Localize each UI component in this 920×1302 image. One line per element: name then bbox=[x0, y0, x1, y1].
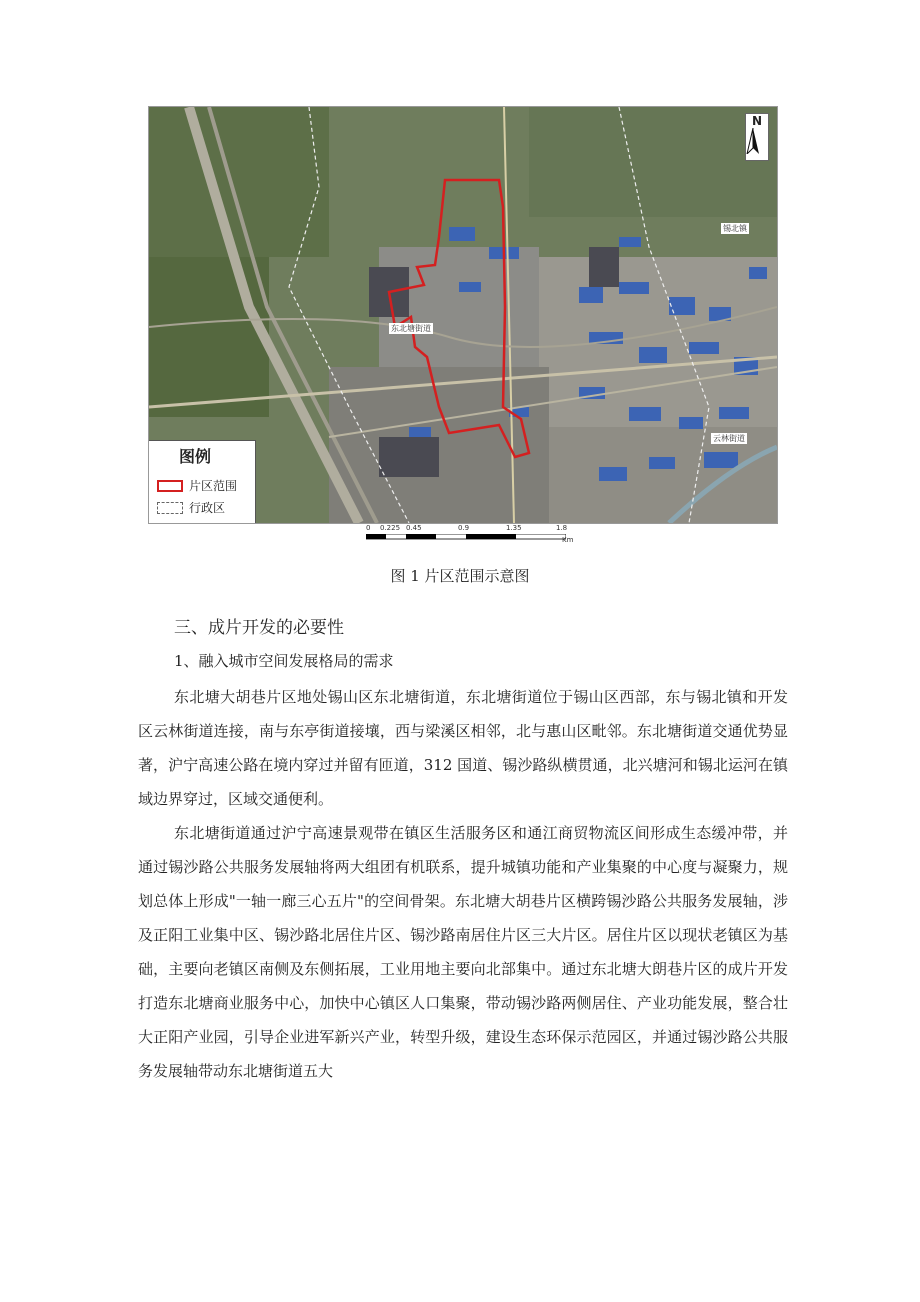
subsection-heading: 1、融入城市空间发展格局的需求 bbox=[174, 652, 394, 670]
north-label: N bbox=[751, 114, 763, 128]
legend-item-project-area bbox=[157, 477, 237, 494]
map-label-yunlin: 云林街道 bbox=[713, 434, 745, 443]
map-label-xibei: 锡北镇 bbox=[723, 224, 747, 233]
scale-tick-label: 0 bbox=[366, 524, 371, 532]
aerial-map-figure bbox=[148, 106, 778, 524]
scale-bar-graphic bbox=[366, 534, 566, 540]
legend-item-admin bbox=[157, 499, 225, 516]
north-arrow-icon bbox=[746, 128, 760, 154]
scale-tick-label: 0.9 bbox=[458, 524, 470, 532]
scale-tick-label: 0.225 bbox=[380, 524, 401, 532]
scale-bar bbox=[366, 524, 576, 546]
legend-item-label: 片区范围 bbox=[189, 479, 238, 493]
north-arrow bbox=[745, 113, 769, 161]
figure-caption: 图 1 片区范围示意图 bbox=[390, 567, 530, 585]
paragraph: 东北塘大胡巷片区地处锡山区东北塘街道，东北塘街道位于锡山区西部，东与锡北镇和开发区云林街道连接，南与东亭街道接壤，西与梁溪区相邻，北与惠山区毗邻。东北塘街道交通优势显著，沪宁高速公路在境内穿过并留有匝道，312 国道、锡沙路纵横贯通，北兴塘河和锡北运河在镇域边界穿过，区域交通便利。 bbox=[138, 688, 788, 808]
section-heading: 三、成片开发的必要性 bbox=[174, 618, 344, 638]
legend-item-label: 行政区 bbox=[189, 501, 226, 515]
legend-title: 图例 bbox=[179, 447, 212, 466]
dashed-outline-swatch-icon bbox=[157, 502, 183, 514]
red-outline-swatch-icon bbox=[157, 480, 183, 492]
paragraph: 东北塘街道通过沪宁高速景观带在镇区生活服务区和通江商贸物流区间形成生态缓冲带，并通过锡沙路公共服务发展轴将两大组团有机联系，提升城镇功能和产业集聚的中心度与凝聚力，规划总体上形成"一轴一廊三心五片"的空间骨架。东北塘大胡巷片区横跨锡沙路公共服务发展轴，涉及正阳工业集中区、锡沙路北居住片区、锡沙路南居住片区三大片区。居住片区以现状老镇区为基础，主要向老镇区南侧及东侧拓展，工业用地主要向北部集中。通过东北塘大朗巷片区的成片开发打造东北塘商业服务中心，加快中心镇区人口集聚，带动锡沙路两侧居住、产业功能发展，整合壮大正阳产业园，引导企业进军新兴产业，转型升级，建设生态环保示范园区，并通过锡沙路公共服务发展轴带动东北塘街道五大 bbox=[138, 824, 788, 1080]
map-legend bbox=[149, 440, 256, 523]
scale-tick-label: 0.45 bbox=[406, 524, 422, 532]
scale-tick-label: 1.8 bbox=[556, 524, 568, 532]
map-label-dongbeitang: 东北塘街道 bbox=[391, 324, 431, 333]
scale-unit: Km bbox=[562, 536, 574, 544]
scale-tick-label: 1.35 bbox=[506, 524, 522, 532]
